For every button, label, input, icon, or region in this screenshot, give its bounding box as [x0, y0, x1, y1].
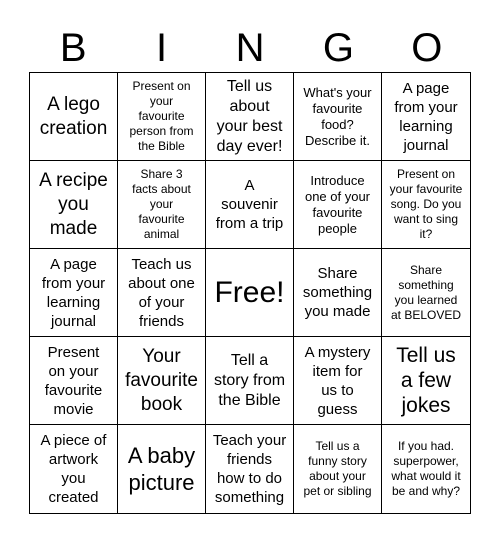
cell-text: Your favourite book [125, 345, 198, 415]
bingo-cell [206, 425, 294, 513]
bingo-card-grid [29, 72, 471, 514]
header-letter-i: I [156, 26, 168, 70]
cell-text: What's your favourite food? Describe it. [303, 84, 372, 148]
bingo-cell [30, 73, 118, 161]
bingo-cell [118, 249, 206, 337]
bingo-cell [206, 73, 294, 161]
cell-text: Teach us about one of your friends [128, 255, 195, 330]
bingo-cell [118, 161, 206, 249]
cell-text: A mystery item for us to guess [304, 343, 371, 418]
bingo-cell [30, 249, 118, 337]
header-letter-o: O [411, 26, 443, 70]
bingo-header [29, 24, 471, 72]
cell-text: A page from your learning journal [394, 79, 458, 154]
cell-text: Tell us a few jokes [396, 344, 456, 417]
cell-text: A recipe you made [39, 169, 108, 239]
cell-text: Present on your favourite song. Do you want to sing it? [389, 167, 463, 241]
cell-text: Tell a story from the Bible [213, 351, 286, 409]
bingo-cell [206, 337, 294, 425]
bingo-cell [382, 73, 470, 161]
cell-text: Tell us about your best day ever! [216, 77, 283, 155]
bingo-cell [382, 161, 470, 249]
bingo-cell [294, 249, 382, 337]
bingo-cell [382, 337, 470, 425]
cell-text: A lego creation [39, 93, 108, 139]
header-letter-g: G [322, 26, 354, 70]
bingo-cell [118, 337, 206, 425]
bingo-cell-free [206, 249, 294, 337]
bingo-cell [30, 425, 118, 513]
cell-text: Present on your favourite person from the Bible [129, 79, 194, 153]
header-letter-n: N [235, 26, 265, 70]
cell-text: Present on your favourite movie [44, 343, 103, 418]
cell-text: Teach your friends how to do something [212, 432, 287, 506]
cell-text: Share something you learned at BELOVED [390, 262, 462, 322]
header-letter-b: B [59, 26, 87, 70]
bingo-cell [294, 73, 382, 161]
bingo-cell [294, 425, 382, 513]
cell-text: A souvenir from a trip [215, 177, 284, 232]
cell-text: If you had. superpower, what would it be and why? [391, 439, 461, 498]
cell-text: A piece of artwork you created [40, 432, 107, 506]
cell-text: Tell us a funny story about your pet or sibling [303, 439, 372, 498]
cell-text: A page from your learning journal [41, 255, 106, 330]
bingo-cell [206, 161, 294, 249]
bingo-cell [118, 73, 206, 161]
bingo-cell [294, 337, 382, 425]
bingo-cell [30, 337, 118, 425]
free-space-text: Free! [214, 275, 285, 309]
cell-text: Share something you made [302, 265, 373, 320]
cell-text: A baby picture [127, 443, 196, 495]
cell-text: Introduce one of your favourite people [304, 172, 371, 236]
bingo-cell [382, 425, 470, 513]
bingo-cell [294, 161, 382, 249]
bingo-cell [118, 425, 206, 513]
bingo-cell [382, 249, 470, 337]
bingo-cell [30, 161, 118, 249]
cell-text: Share 3 facts about your favourite animal [132, 167, 191, 241]
